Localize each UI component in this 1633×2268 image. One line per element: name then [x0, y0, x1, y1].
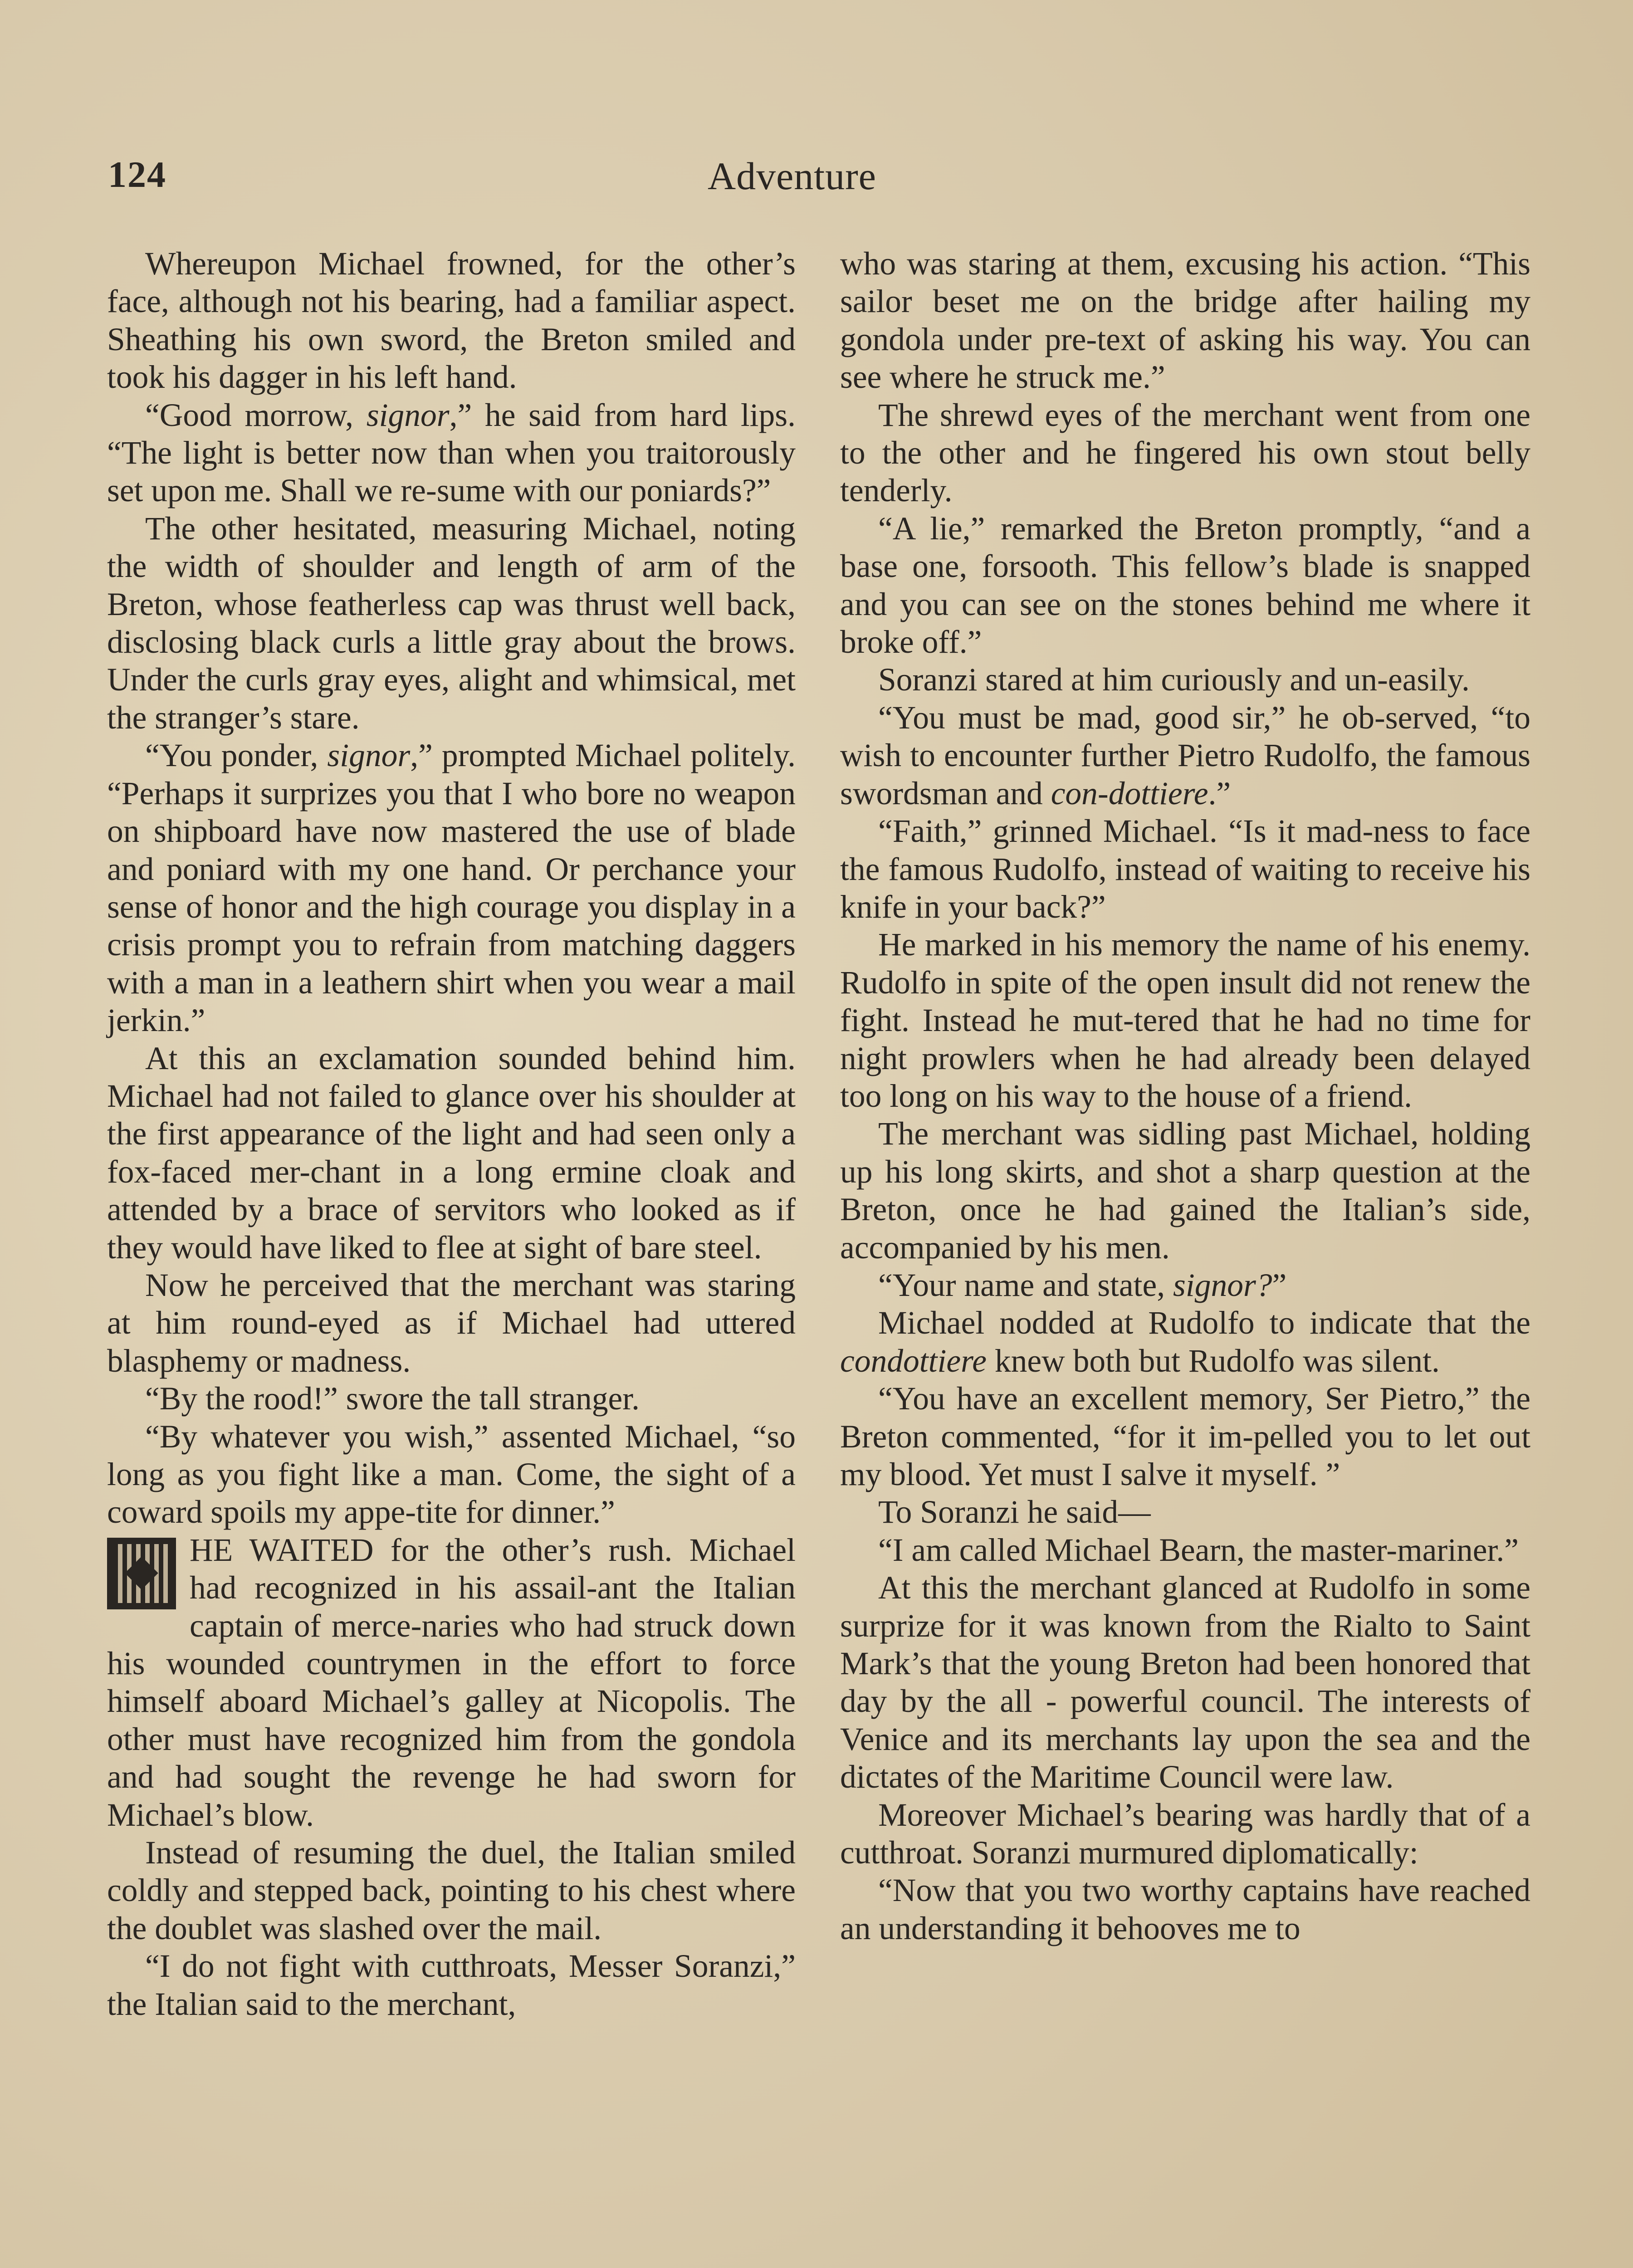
text-run: “I am called Michael Bearn, the master-mariner.” [878, 1532, 1519, 1568]
italic-text: signor [366, 397, 450, 433]
text-run: Whereupon Michael frowned, for the other’s face, although not his bearing, had a familiar aspect. Sheathing his own sword, the Breton smiled and took his dagger in his left hand. [107, 246, 796, 396]
paragraph [107, 510, 796, 737]
paragraph [840, 396, 1530, 510]
paragraph [840, 1266, 1530, 1304]
paragraph [107, 1380, 796, 1418]
paragraph [107, 396, 796, 510]
paragraph [107, 245, 796, 396]
text-run: The other hesitated, measuring Michael, noting the width of shoulder and length of arm of the Breton, whose featherless cap was thrust well back, disclosing black curls a little gray about the brows. Under the curls gray eyes, alight and whimsical, met the stranger’s stare. [107, 510, 796, 736]
italic-text: con-dottiere [1051, 775, 1208, 811]
text-run: ” [1272, 1267, 1287, 1303]
paragraph [840, 1115, 1530, 1266]
paragraph [107, 737, 796, 1039]
text-run: Michael nodded at Rudolfo to indicate that the [878, 1305, 1530, 1341]
text-run: At this the merchant glanced at Rudolfo in some surprize for it was known from the Rialto to Saint Mark’s that the young Breton had been honored that day by the all - powerful council. The interests of Venice and its merchants lay upon the sea and the dictates of the Maritime Council were law. [840, 1570, 1530, 1795]
paragraph [107, 1418, 796, 1531]
paragraph [107, 1040, 796, 1266]
page-number: 124 [108, 154, 166, 195]
text-run: “I do not fight with cutthroats, Messer Soranzi,” the Italian said to the merchant, [107, 1948, 796, 2022]
text-run: knew both but Rudolfo was silent. [986, 1343, 1440, 1379]
right-column [840, 245, 1530, 1947]
text-run: Soranzi stared at him curiously and un-easily. [878, 662, 1470, 698]
paragraph [840, 1569, 1530, 1796]
text-run: “Now that you two worthy captains have reached an understanding it behooves me to [840, 1872, 1530, 1946]
paragraph [840, 699, 1530, 812]
running-head: Adventure [708, 154, 876, 198]
text-run: The shrewd eyes of the merchant went from one to the other and he fingered his own stout belly tenderly. [840, 397, 1530, 509]
text-run: Now he perceived that the merchant was staring at him round-eyed as if Michael had uttered blasphemy or madness. [107, 1267, 796, 1379]
italic-text: condottiere [840, 1343, 987, 1379]
ornamental-initial-icon [107, 1538, 176, 1609]
paragraph [840, 510, 1530, 661]
text-run: “You must be mad, good sir,” he ob-served, “to wish to encounter further Pietro Rudolfo, the famous swordsman and [840, 699, 1530, 811]
paragraph [840, 926, 1530, 1115]
text-run: “You have an excellent memory, Ser Pietro,” the Breton commented, “for it im-pelled you to let out my blood. Yet must I salve it myself. ” [840, 1381, 1530, 1492]
paragraph [840, 1304, 1530, 1380]
paragraph [107, 1834, 796, 1947]
italic-text: signor? [1173, 1267, 1272, 1303]
text-run: ,” prompted Michael politely. “Perhaps it surprizes you that I who bore no weapon on shipboard have now mastered the use of blade and poniard with my one hand. Or perchance your sense of honor and the high courage you display in a crisis prompt you to refrain from matching daggers with a man in a leathern shirt when you wear a mail jerkin.” [107, 738, 796, 1039]
text-run: .” [1208, 775, 1231, 811]
text-run: To Soranzi he said— [878, 1494, 1151, 1530]
text-run: who was staring at them, excusing his action. “This sailor beset me on the bridge after hailing my gondola under pre-text of asking his way. You can see where he struck me.” [840, 246, 1530, 396]
paragraph [840, 1531, 1530, 1569]
paragraph [107, 1947, 796, 2023]
text-run: The merchant was sidling past Michael, holding up his long skirts, and shot a sharp question at the Breton, once he had gained the Italian’s side, accompanied by his men. [840, 1116, 1530, 1266]
paragraph [840, 1493, 1530, 1531]
text-run: HE WAITED for the other’s rush. Michael had recognized in his assail-ant the Italian captain of merce-naries who had struck down his wounded countrymen in the effort to force himself aboard Michael’s galley at Nicopolis. The other must have recognized him from the gondola and had sought the revenge he had sworn for Michael’s blow. [107, 1532, 796, 1833]
paragraph [840, 1380, 1530, 1493]
paragraph [840, 812, 1530, 926]
italic-text: signor [327, 738, 411, 774]
paragraph [840, 661, 1530, 699]
text-run: “You ponder, [145, 738, 328, 774]
text-run: ,” he said from hard lips. “The light is better now than when you traitorously set upon me. Shall we re-sume with our poniards?” [107, 397, 796, 509]
paragraph [107, 1266, 796, 1380]
text-run: “Faith,” grinned Michael. “Is it mad-ness to face the famous Rudolfo, instead of waiting to receive his knife in your back?” [840, 813, 1530, 925]
paragraph [107, 1531, 796, 1834]
paragraph [840, 245, 1530, 396]
paragraph [840, 1872, 1530, 1947]
text-run: “A lie,” remarked the Breton promptly, “and a base one, forsooth. This fellow’s blade is snapped and you can see on the stones behind me where it broke off.” [840, 510, 1530, 660]
text-run: At this an exclamation sounded behind him. Michael had not failed to glance over his shoulder at the first appearance of the light and had seen only a fox-faced mer-chant in a long ermine cloak and attended by a brace of servitors who looked as if they would have liked to flee at sight of bare steel. [107, 1040, 796, 1266]
paragraph [840, 1796, 1530, 1872]
text-run: “By whatever you wish,” assented Michael, “so long as you fight like a man. Come, the sight of a coward spoils my appe-tite for dinner.” [107, 1418, 796, 1530]
text-run: “Your name and state, [878, 1267, 1173, 1303]
text-run: “Good morrow, [145, 397, 367, 433]
text-run: Moreover Michael’s bearing was hardly that of a cutthroat. Soranzi murmured diplomatically: [840, 1797, 1530, 1871]
left-column [107, 245, 796, 2023]
text-run: He marked in his memory the name of his enemy. Rudolfo in spite of the open insult did not renew the fight. Instead he mut-tered that he had no time for night prowlers when he had already been delayed too long on his way to the house of a friend. [840, 927, 1530, 1114]
text-run: Instead of resuming the duel, the Italian smiled coldly and stepped back, pointing to his chest where the doublet was slashed over the mail. [107, 1835, 796, 1946]
text-run: “By the rood!” swore the tall stranger. [145, 1381, 640, 1417]
